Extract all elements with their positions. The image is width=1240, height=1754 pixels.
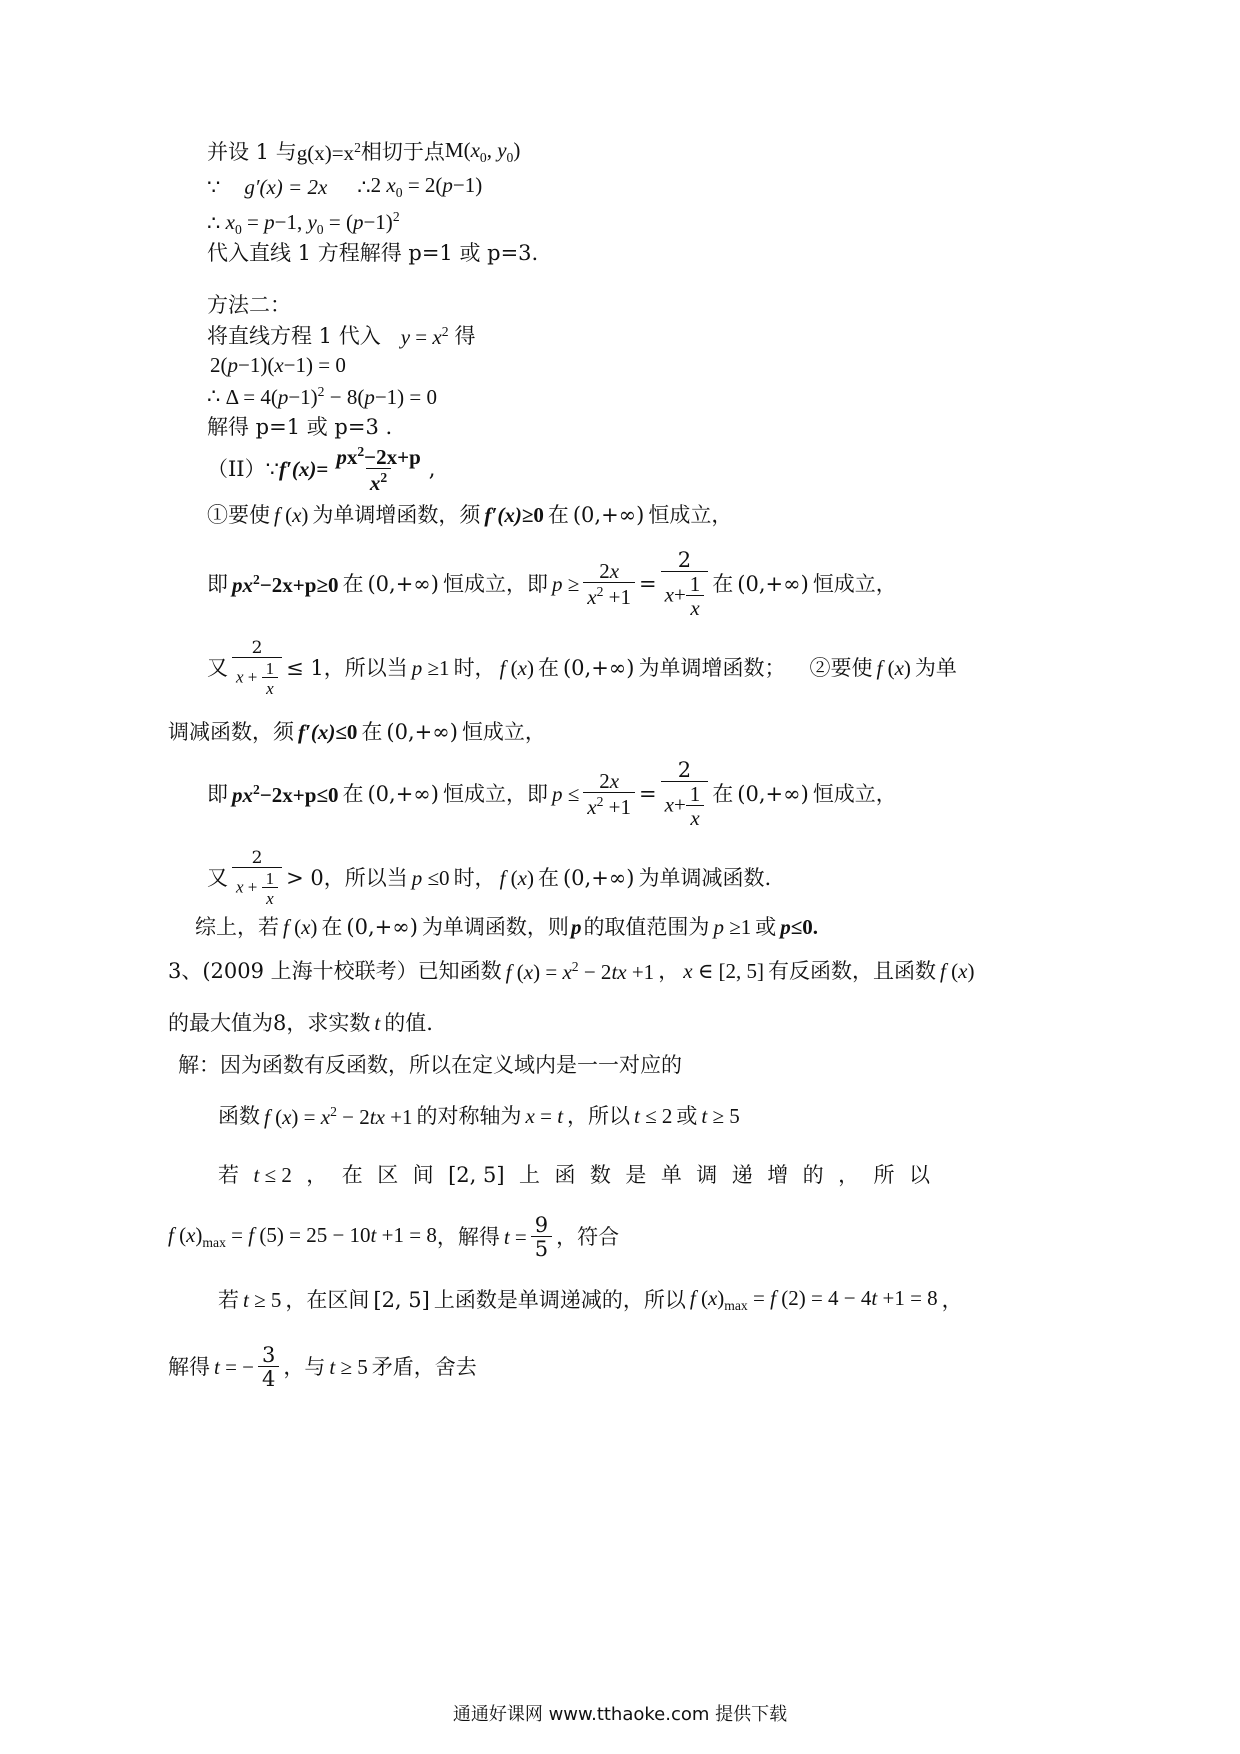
line-9: 解得 p=1 或 p=3 . [207,415,393,439]
line-17-summary: 综上，若 f (x) 在 (0,+∞) 为单调函数，则 p 的取值范围为 p ≥1 或 p≤0. [195,915,818,939]
line-21: 函数 f $(x) = x^2 - 2tx +1$ 的对称轴为 x = t ，所以 t ≤ 2 或 t ≥ 5 [218,1104,740,1130]
line-23: f $(x)_{max} = f$ (5) = 25 − 10t +1 = 8 ，解得 t = $\frac{9}{5}$ ，符合 [168,1213,620,1261]
line-14: 调减函数，须 f′(x)≤0 在 (0,+∞) 恒成立， [168,720,546,744]
method-two-heading: 方法二： [207,293,291,317]
line-1: 并设 1 与 $g(x)=x^2$ 相切于点 $M(x_0$, $y_0$) [207,138,521,165]
line-4: 代入直线 1 方程解得 p=1 或 p=3. [207,241,539,265]
line-11: ①要使 f (x) 为单调增函数，须 f′(x)≥0 在 (0,+∞) 恒成立， [207,503,733,527]
math-x0-y0: $x_0 = p-1$, $y_0 = (p-1)^2$ [220,209,400,237]
solution-intro: 解：因为函数有反函数，所以在定义域内是一一对应的 [178,1053,682,1077]
math-g-x: $g(x)=x^2$ [296,139,361,165]
page-footer: 通通好课网 www.tthaoke.com 提供下载 [452,1704,788,1725]
line-6: 将直线方程 1 代入 $y = x^2$ 得 [207,324,476,350]
line-15: 即 $px^2-2x+p\le 0$ 在 (0,+∞) 恒成立，即 p ≤ $\frac{2x}{x^2 +1}$ = 2 x+ $\frac{1}{x}$ 在 (0,+∞) 恒成立， [207,758,897,830]
problem-3-statement: 3、(2009 上海十校联考）已知函数 f $(x) = x^2 - 2tx +1$ ， x ∈ [2, 5] 有反函数，且函数 f (x) [168,959,975,985]
line-12: 即 $px^2-2x+p\ge 0$ 在 (0,+∞) 恒成立，即 p ≥ $\frac{2x}{x^2 +1}$ = 2 x+ $\frac{1}{x}$ 在 (0,+∞) 恒成立， [207,548,897,620]
line-7 [210,355,346,376]
line-2: ∵ g′(x) = 2x ∴ 2 $x_0 = 2(p-1)$ [207,173,483,200]
line-22: 若 t ≤ 2 ， 在 区 间 [2, 5] 上 函 数 是 单 调 递 增 的 ， 所 以 [218,1163,930,1187]
math-point-m: $M(x_0$, $y_0$) [444,138,521,165]
line-13: 又 2 x + $\frac{1}{x}$ ≤ 1 ，所以当 p ≥1 时， f (x) 在 (0,+∞) 为单调增函数； ②要使 f (x) 为单 [207,638,957,698]
line-24: 若 t ≥ 5 ，在区间 [2, 5] 上函数是单调递减的，所以 f $(x)_{max} = f$ (2) = 4 − 4t +1 = 8 ， [218,1286,963,1313]
line-8: ∴ $\Delta = 4(p-1)^2 - 8(p-1) = 0$ [207,384,438,410]
line-16: 又 2 x + $\frac{1}{x}$ > 0 ，所以当 p ≤0 时， f (x) 在 (0,+∞) 为单调减函数. [207,848,772,908]
line-25: 解得 t = − $\frac{3}{4}$ ，与 t ≥ 5 矛盾，舍去 [168,1343,477,1391]
math-product-eq: 2(p−1)(x−1) = 0 [210,353,346,377]
math-derivative: g′(x) = 2x [244,174,328,199]
line-19: 的最大值为 8 ，求实数 t 的值. [168,1011,433,1035]
math-fprime-expr: f′(x)= [278,457,329,482]
line-3: ∴ $x_0 = p-1$, $y_0 = (p-1)^2$ [207,209,400,237]
math-y-x2: $y = x^2$ [400,324,449,350]
math-discriminant: $\Delta = 4(p-1)^2 - 8(p-1) = 0$ [220,384,438,410]
line-10: （II） ∵ f′(x)= $\frac{px^2-2x+p}{x^2}$ , [207,444,436,496]
math-eq-x0: 2 $x_0 = 2(p-1)$ [370,173,483,200]
